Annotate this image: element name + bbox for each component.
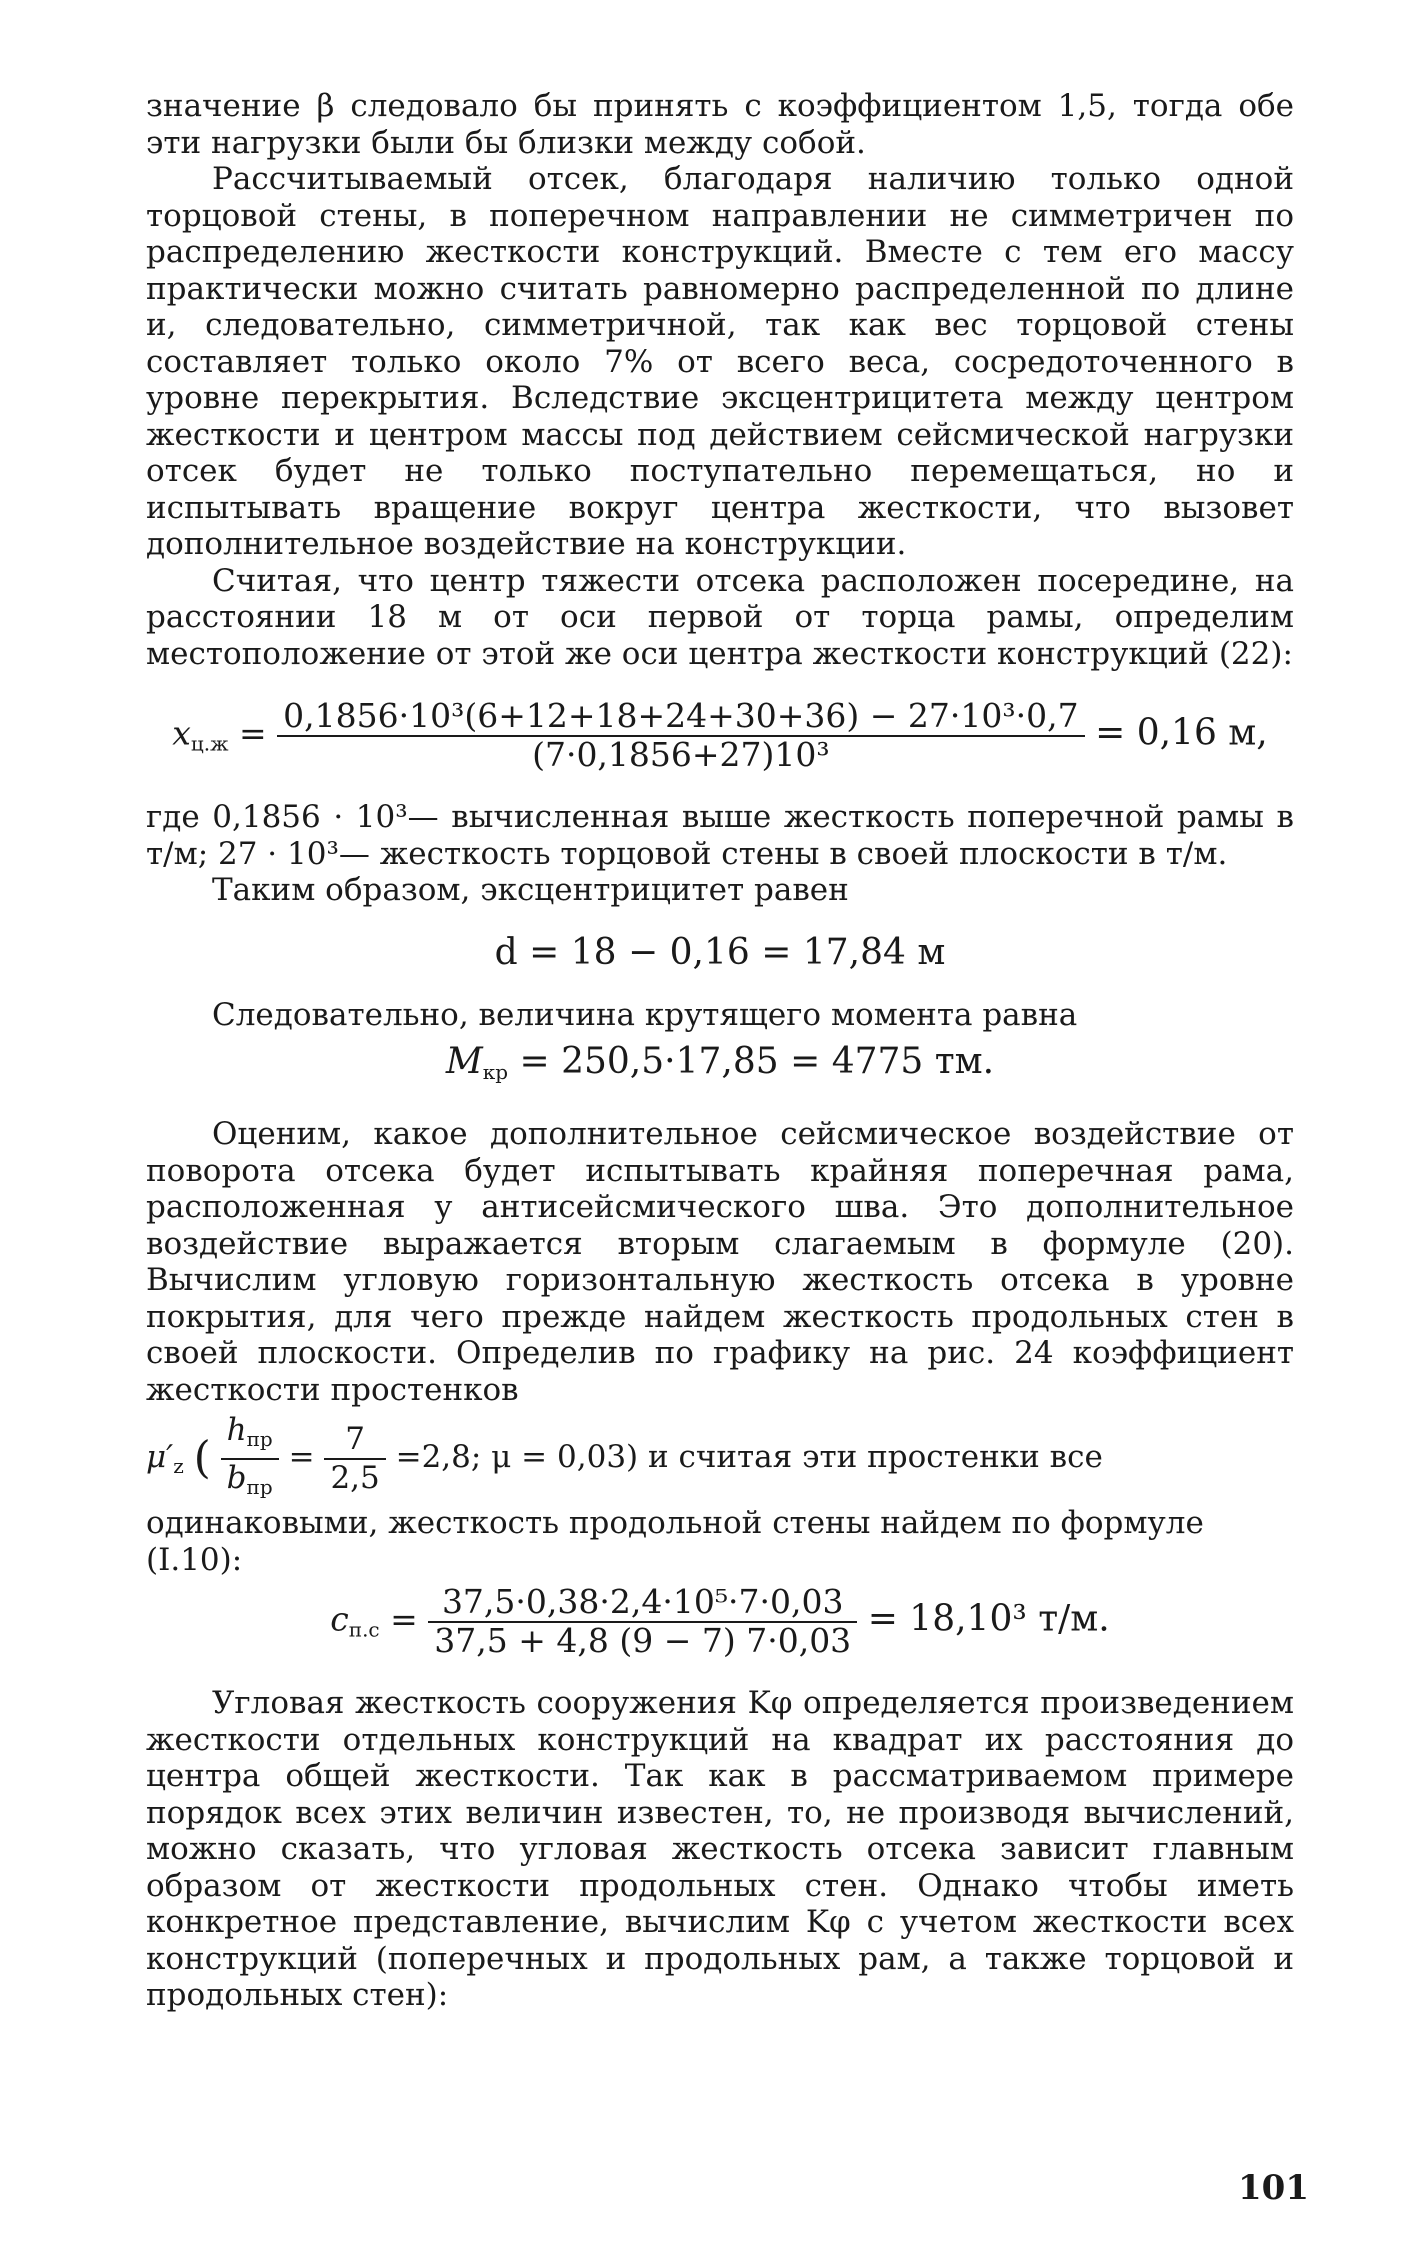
paragraph-3: Считая, что центр тяжести отсека расположен посередине, на расстоянии 18 м от оси первой от торца рамы, определим местоположение от этой же оси центра жесткости конструкций (22): [146,562,1294,672]
formula-1-denominator: (7·0,1856+27)10³ [277,735,1084,774]
paragraph-2: Рассчитываемый отсек, благодаря наличию только одной торцовой стены, в поперечном направлении не симметричен по распределению жесткости конструкций. Вместе с тем его массу практически можно считать равномерно распределенной по длине и, следовательно, симметричной, так как вес торцовой стены составляет только около 7% от всего веса, сосредоточенного в уровне перекрытия. Вследствие эксцентрицитета между центром жесткости и центром массы под действием сейсмической нагрузки отсек будет не только поступательно перемещаться, но и испытывать вращение вокруг центра жесткости, что вызовет дополнительное воздействие на конструкции. [146,161,1294,562]
formula-eccentricity: d = 18 − 0,16 = 17,84 м [494,931,946,973]
page-number: 101 [1238,2168,1309,2208]
formula-1-numerator: 0,1856·10³(6+12+18+24+30+36) − 27·10³·0,7 [283,696,1079,735]
paragraph-8: Угловая жесткость сооружения Kφ определяется произведением жесткости отдельных конструкций на квадрат их расстояния до центра общей жесткости. Так как в рассматриваемом примере порядок всех этих величин известен, то, не производя вычислений, можно сказать, что угловая жесткость отсека зависит главным образом от жесткости продольных стен. Однако чтобы иметь конкретное представление, вычислим Kφ с учетом жесткости всех конструкций (поперечных и продольных рам, а также торцовой и продольных стен): [146,1685,1294,2013]
formula-5-denominator: 37,5 + 4,8 (9 − 7) 7·0,03 [428,1621,857,1660]
page-body [146,88,1294,2014]
formula-5-numerator: 37,5·0,38·2,4·10⁵·7·0,03 [441,1582,844,1621]
formula-4-fraction-1 [221,1412,279,1505]
paragraph-4: где 0,1856 · 10³— вычисленная выше жесткость поперечной рамы в т/м; 27 · 10³— жесткость торцовой стены в своей плоскости в т/м. [146,799,1294,872]
paragraph-5: Таким образом, эксцентрицитет равен [212,872,849,908]
formula-x-center-stiffness: $x_{ц.ж}$ = $\frac{\text{0,1856·10³(6+12+18+24+30+36) − 27·10³·0,7}}{\text{(7·0,1856+27)10³}}$ = 0,16 м, [172,696,1268,774]
formula-4-num-sub: пр [246,1427,273,1451]
formula-5-rhs: = 18,10³ т/м. [867,1598,1110,1640]
formula-5-fraction [428,1584,857,1659]
formula-1-lhs-sub: ц.ж [190,731,229,756]
formula-4-mu-sub: z [173,1454,184,1478]
formula-4-mu: μ′ [146,1439,174,1475]
formula-3-lhs: M [445,1040,483,1082]
paragraph-1: значение β следовало бы принять с коэффициентом 1,5, тогда обе эти нагрузки были бы близки между собой. [146,88,1294,161]
formula-wall-stiffness: $c_{п.с}$ = $\frac{\text{37,5·0,38·2,4·10⁵·7·0,03}}{37,5 + 4,8 (9 - 7) 7\cdot 0,03}$ = 18,10³ т/м. [330,1582,1110,1660]
formula-torque [146,1040,1294,1091]
formula-4-den-sub: пр [246,1474,273,1499]
formula-5-lhs-sub: п.с [348,1617,380,1642]
formula-1-rhs: = 0,16 м, [1095,712,1268,754]
formula-1-lhs: x [172,713,191,753]
formula-3-lhs-sub: кр [482,1059,509,1084]
formula-4-den: b [226,1459,247,1496]
formula-1-fraction [277,698,1084,773]
paragraph-6: Следовательно, величина крутящего момента равна [212,997,1078,1033]
formula-4-fraction-2 [324,1421,385,1496]
formula-4-num2: 7 [345,1421,365,1457]
formula-3-rhs: = 250,5·17,85 = 4775 тм. [519,1040,995,1082]
formula-4-den2: 2,5 [324,1458,385,1497]
formula-4-num: h [226,1412,247,1448]
formula-4-tail: =2,8; μ = 0,03) [395,1439,639,1475]
formula-5-lhs: c [330,1599,349,1639]
paragraph-7: Оценим, какое дополнительное сейсмическое воздействие от поворота отсека будет испытывать крайняя поперечная рама, расположенная у антисейсмического шва. Это дополнительное воздействие выражается вторым слагаемым в формуле (20). Вычислим угловую горизонтальную жесткость отсека в уровне покрытия, для чего прежде найдем жесткость продольных стен в своей плоскости. Определив по графику на рис. 24 коэффициент жесткости простенков [146,1116,1294,1408]
paragraph-7-end: и считая эти простенки все одинаковыми, жесткость продольной стены найдем по формуле (I.10): [146,1439,1204,1578]
formula-mu-inline: $\mu'_z$ ( $\frac{h_{пр}}{b_{пр}}$ = $\frac{7}{2,5}$ =2,8; μ = 0,03) и считая эти простенки все одинаковыми, жесткость продольной стены найдем по формуле (I.10): [146,1412,1204,1578]
